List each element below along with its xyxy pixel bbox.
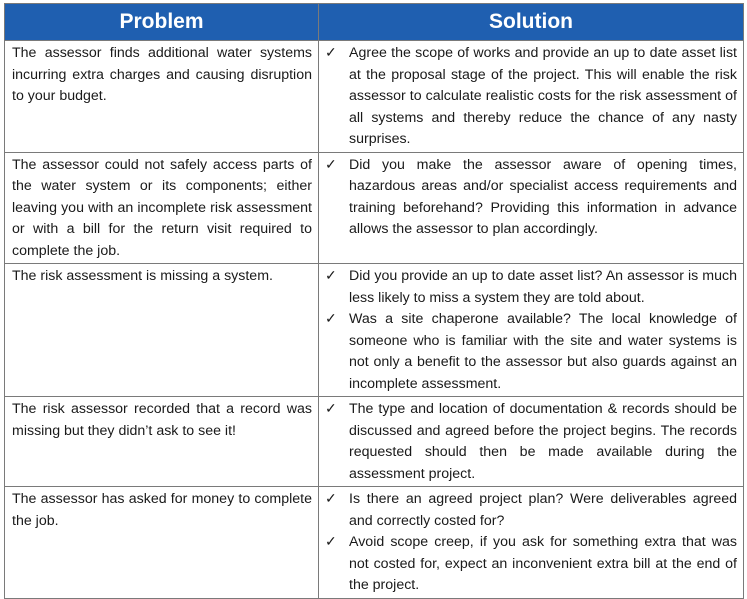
solution-item [323,43,737,151]
checkmark-icon: ✓ [325,45,337,61]
solution-cell [319,41,744,153]
checkmark-icon: ✓ [325,268,337,284]
solution-item [323,155,737,241]
problem-cell: The assessor finds additional water systems incurring extra charges and causing disruption to your budget. [5,41,319,153]
solution-item [323,532,737,597]
table-row [5,487,744,599]
checkmark-icon: ✓ [325,401,337,417]
header-row [5,4,744,41]
solution-item [323,399,737,485]
problem-solution-document [4,3,744,599]
solution-item [323,309,737,395]
solution-column-header: Solution [319,4,744,41]
solution-text: Avoid scope creep, if you ask for something extra that was not costed for, expect an inconvenient extra bill at the end of the project. [349,534,737,593]
solution-text: The type and location of documentation & records should be discussed and agreed before the project begins. The records requested should then be made available during the assessment project. [349,401,737,482]
solution-cell [319,264,744,397]
solution-item [323,266,737,309]
problem-solution-table [4,3,744,599]
solution-cell [319,397,744,487]
problem-cell: The risk assessment is missing a system. [5,264,319,397]
table-row [5,264,744,397]
table-row [5,397,744,487]
solution-text: Did you make the assessor aware of opening times, hazardous areas and/or specialist access requirements and training beforehand? Providing this information in advance allows the assessor to plan accordingly. [349,156,737,237]
problem-column-header: Problem [5,4,319,41]
solution-cell [319,487,744,599]
checkmark-icon: ✓ [325,156,337,173]
checkmark-icon: ✓ [325,491,337,507]
problem-cell: The risk assessor recorded that a record was missing but they didn’t ask to see it! [5,397,319,487]
checkmark-icon: ✓ [325,534,337,550]
table-row [5,152,744,264]
checkmark-icon: ✓ [325,311,337,327]
table-row [5,41,744,153]
problem-cell: The assessor has asked for money to complete the job. [5,487,319,599]
solution-text: Was a site chaperone available? The local knowledge of someone who is familiar with the site and water systems is not only a benefit to the assessor but also guards against an incomplete assessment. [349,311,737,392]
solution-text: Is there an agreed project plan? Were deliverables agreed and correctly costed for? [349,491,737,529]
solution-text: Agree the scope of works and provide an up to date asset list at the proposal stage of the project. This will enable the risk assessor to calculate realistic costs for the risk assessment of all systems and thereby reduce the chance of any nasty surprises. [349,45,737,147]
problem-cell: The assessor could not safely access parts of the water system or its components; either leaving you with an incomplete risk assessment or with a bill for the return visit required to complete the job. [5,152,319,264]
solution-cell [319,152,744,264]
solution-text: Did you provide an up to date asset list? An assessor is much less likely to miss a system they are told about. [349,268,737,306]
solution-item [323,489,737,532]
